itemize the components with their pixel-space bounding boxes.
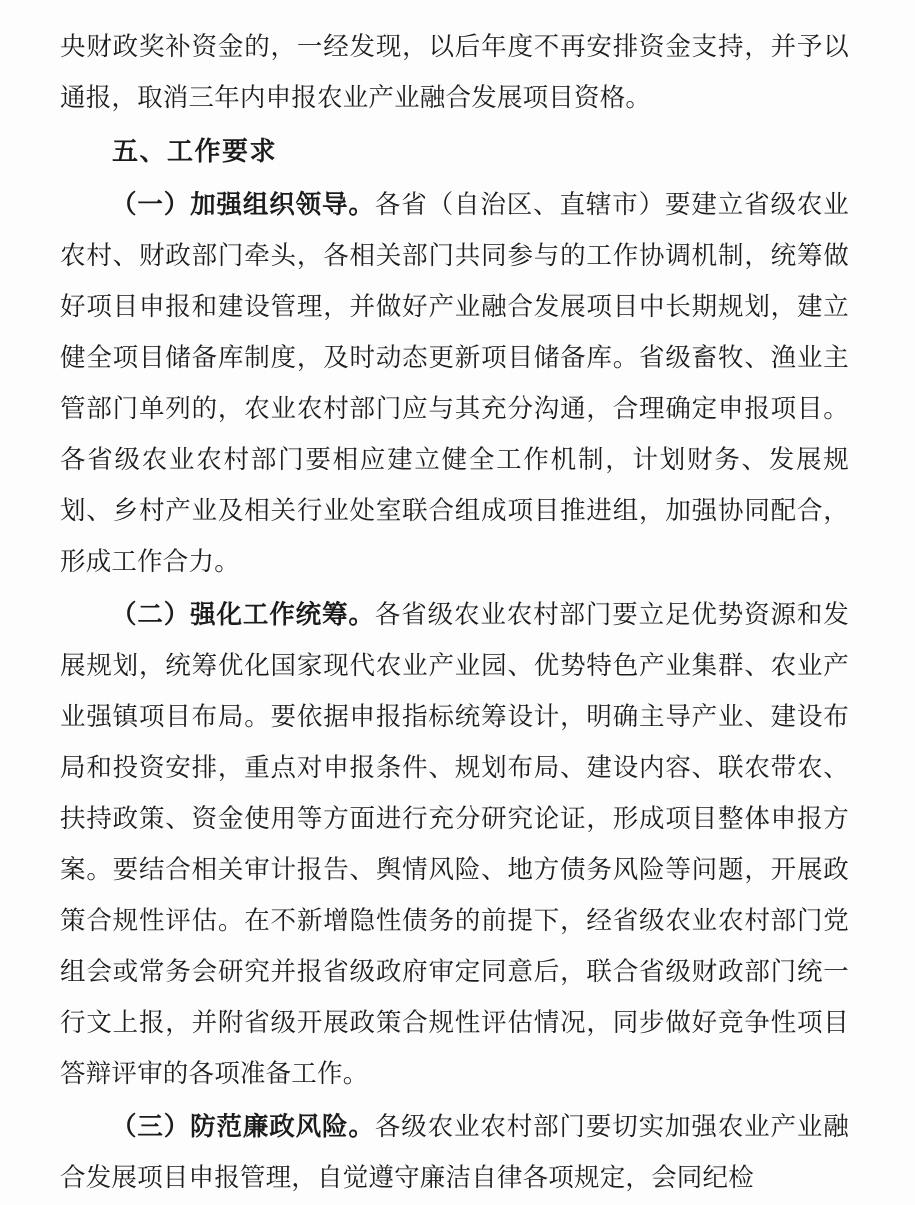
section-heading: 五、工作要求: [112, 137, 278, 167]
continued-paragraph: 央财政奖补资金的，一经发现，以后年度不再安排资金支持，并予以通报，取消三年内申报农业产业融合发展项目资格。: [60, 32, 849, 113]
paragraph-2-text: 各省级农业农村部门要立足优势资源和发展规划，统筹优化国家现代农业产业园、优势特色产业集群、农业产业强镇项目布局。要依据申报指标统筹设计，明确主导产业、建设布局和投资安排，重点对申报条件、规划布局、建设内容、联农带农、扶持政策、资金使用等方面进行充分研究论证，形成项目整体申报方案。要结合相关审计报告、舆情风险、地方债务风险等问题，开展政策合规性评估。在不新增隐性债务的前提下，经省级农业农村部门党组会或常务会研究并报省级政府审定同意后，联合省级财政部门统一行文上报，并附省级开展政策合规性评估情况，同步做好竞争性项目答辩评审的各项准备工作。: [60, 600, 849, 1089]
paragraph-1-lead: （一）加强组织领导。: [111, 190, 375, 220]
paragraph-3: [60, 1102, 849, 1204]
paragraph-1-text: 各省（自治区、直辖市）要建立省级农业农村、财政部门牵头，各相关部门共同参与的工作协调机制，统筹做好项目申报和建设管理，并做好产业融合发展项目中长期规划，建立健全项目储备库制度，及时动态更新项目储备库。省级畜牧、渔业主管部门单列的，农业农村部门应与其充分沟通，合理确定申报项目。各省级农业农村部门要相应建立健全工作机制，计划财务、发展规划、乡村产业及相关行业处室联合组成项目推进组，加强协同配合，形成工作合力。: [60, 190, 849, 577]
paragraph-2-lead: （二）强化工作统筹。: [111, 600, 375, 630]
paragraph-1: [60, 180, 849, 588]
paragraph-2: [60, 590, 849, 1100]
paragraph-3-text: 各级农业农村部门要切实加强农业产业融合发展项目申报管理，自觉遵守廉洁自律各项规定，会同纪检: [60, 1112, 849, 1193]
paragraph-3-lead: （三）防范廉政风险。: [111, 1112, 375, 1142]
